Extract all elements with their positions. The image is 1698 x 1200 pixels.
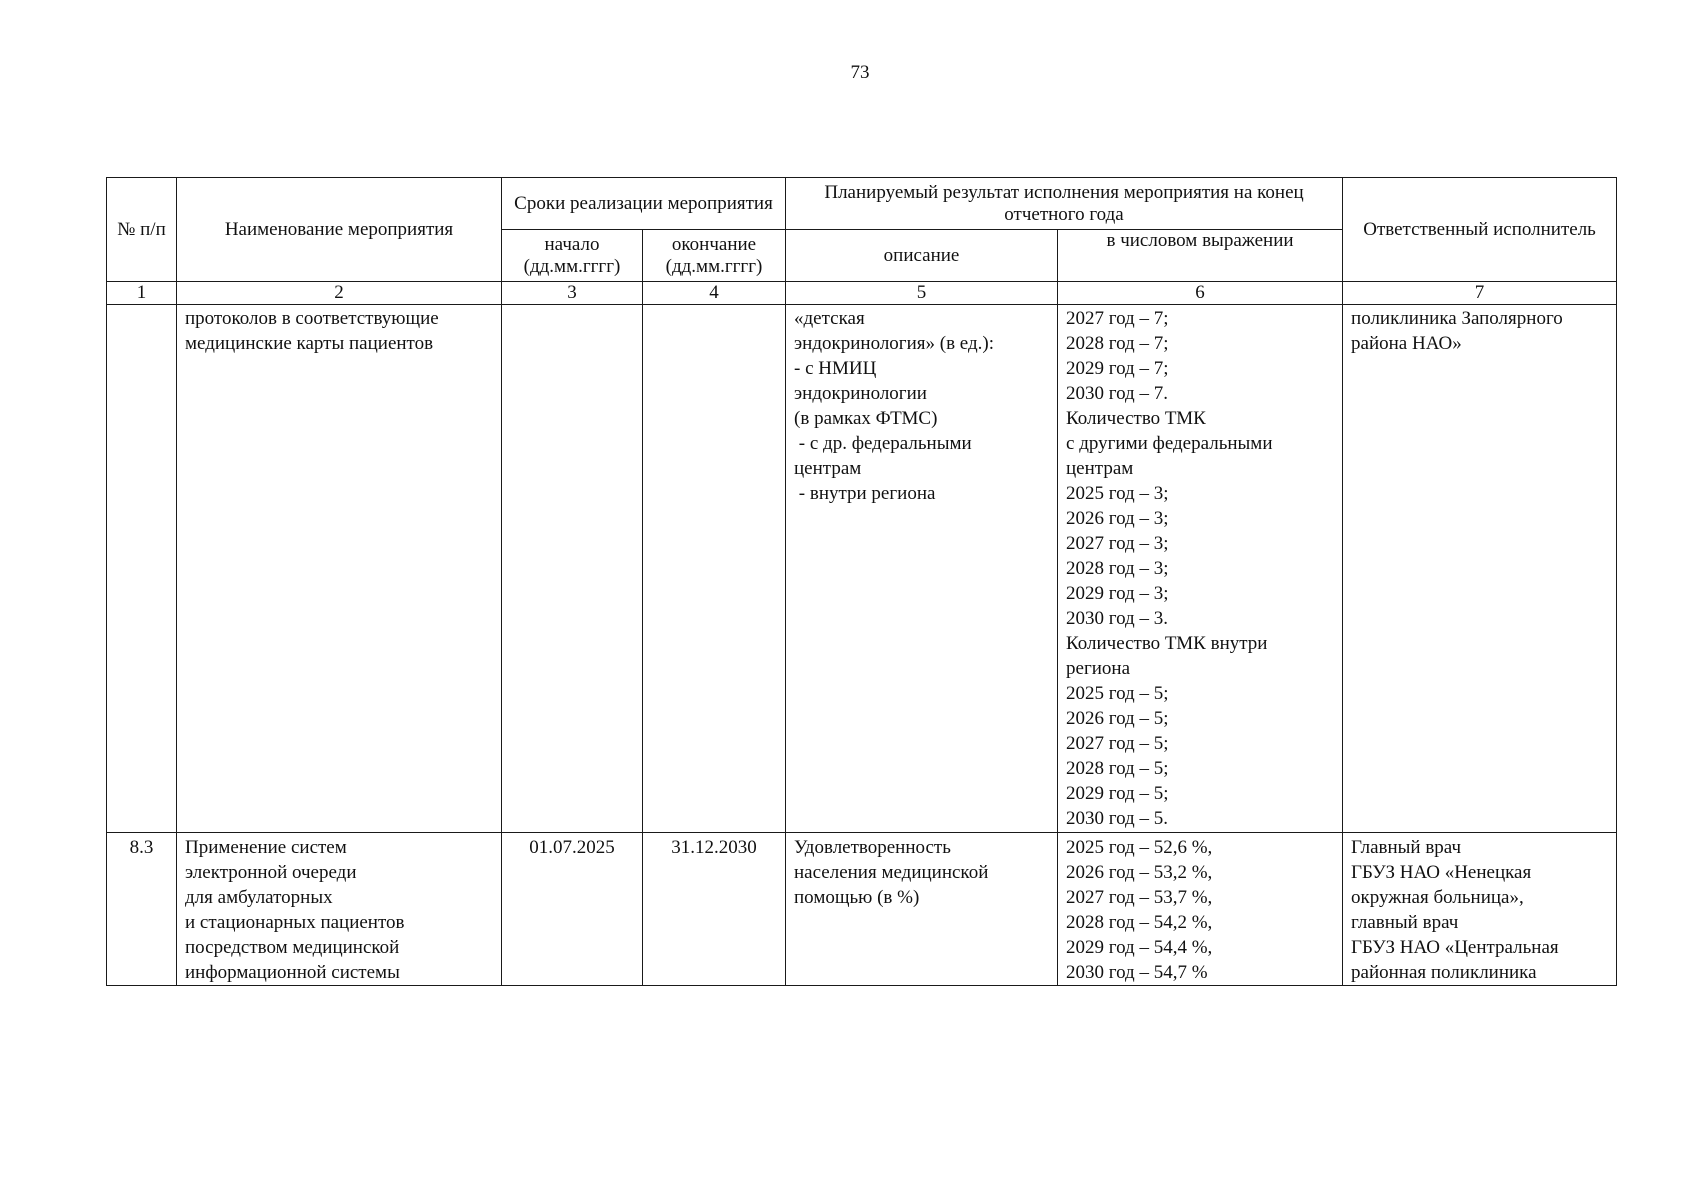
text-line: - с др. федеральными	[794, 433, 972, 454]
text-line: 2029 год – 3;	[1066, 583, 1169, 604]
text-line: 2027 год – 53,7 %,	[1066, 887, 1213, 908]
text-line: поликлиника Заполярного	[1351, 308, 1563, 329]
row-numeric	[1058, 833, 1343, 986]
text-line: 2030 год – 7.	[1066, 383, 1168, 404]
text-line: ГБУЗ НАО «Центральная	[1351, 937, 1559, 958]
table-row	[107, 305, 1617, 833]
column-number: 1	[107, 282, 177, 305]
text-line: 2026 год – 5;	[1066, 708, 1169, 729]
header-num: № п/п	[107, 178, 177, 282]
row-name	[177, 833, 502, 986]
text-line: 2025 год – 3;	[1066, 483, 1169, 504]
text-line: ГБУЗ НАО «Ненецкая	[1351, 862, 1532, 883]
row-responsible	[1343, 305, 1617, 833]
text-line: 2028 год – 3;	[1066, 558, 1169, 579]
header-result-group: Планируемый результат исполнения мероприятия на конец отчетного года	[786, 178, 1343, 230]
text-line: населения медицинской	[794, 862, 989, 883]
text-line: посредством медицинской	[185, 937, 400, 958]
text-line: Количество ТМК	[1066, 408, 1206, 429]
table-row	[107, 833, 1617, 986]
text-line: Удовлетворенность	[794, 837, 951, 858]
row-start	[502, 305, 643, 833]
text-line: - внутри региона	[794, 483, 936, 504]
text-line: 2029 год – 54,4 %,	[1066, 937, 1213, 958]
row-description	[786, 305, 1058, 833]
text-line: окружная больница»,	[1351, 887, 1524, 908]
text-line: (в рамках ФТМС)	[794, 408, 938, 429]
text-line: медицинские карты пациентов	[185, 333, 434, 354]
text-line: районная поликлиника	[1351, 962, 1537, 983]
text-line: 2028 год – 7;	[1066, 333, 1169, 354]
header-start: начало (дд.мм.гггг)	[502, 230, 643, 282]
row-num	[107, 305, 177, 833]
header-end: окончание (дд.мм.гггг)	[643, 230, 786, 282]
text-line: 2029 год – 7;	[1066, 358, 1169, 379]
text-line: эндокринология» (в ед.):	[794, 333, 995, 354]
text-line: 2025 год – 5;	[1066, 683, 1169, 704]
text-line: эндокринологии	[794, 383, 927, 404]
row-end: 31.12.2030	[643, 833, 786, 986]
row-start: 01.07.2025	[502, 833, 643, 986]
text-line: 2027 год – 7;	[1066, 308, 1169, 329]
text-line: - с НМИЦ	[794, 358, 877, 379]
text-line: региона	[1066, 658, 1131, 679]
text-line: помощью (в %)	[794, 887, 920, 908]
text-line: 2030 год – 5.	[1066, 808, 1168, 829]
text-line: для амбулаторных	[185, 887, 333, 908]
header-responsible: Ответственный исполнитель	[1343, 178, 1617, 282]
text-line: Количество ТМК внутри	[1066, 633, 1268, 654]
row-responsible	[1343, 833, 1617, 986]
text-line: 2026 год – 3;	[1066, 508, 1169, 529]
column-number: 3	[502, 282, 643, 305]
column-number: 7	[1343, 282, 1617, 305]
text-line: главный врач	[1351, 912, 1459, 933]
text-line: электронной очереди	[185, 862, 357, 883]
text-line: «детская	[794, 308, 865, 329]
column-number: 2	[177, 282, 502, 305]
text-line: и стационарных пациентов	[185, 912, 405, 933]
text-line: 2030 год – 3.	[1066, 608, 1168, 629]
text-line: центрам	[794, 458, 862, 479]
header-description: описание	[786, 230, 1058, 282]
text-line: Главный врач	[1351, 837, 1462, 858]
text-line: 2027 год – 3;	[1066, 533, 1169, 554]
row-num: 8.3	[107, 833, 177, 986]
text-line: района НАО»	[1351, 333, 1462, 354]
text-line: информационной системы	[185, 962, 400, 983]
row-name	[177, 305, 502, 833]
text-line: протоколов в соответствующие	[185, 308, 439, 329]
column-number: 6	[1058, 282, 1343, 305]
text-line: 2026 год – 53,2 %,	[1066, 862, 1213, 883]
header-timing-group: Сроки реализации мероприятия	[502, 178, 786, 230]
row-description	[786, 833, 1058, 986]
row-numeric	[1058, 305, 1343, 833]
page-number: 73	[850, 62, 870, 83]
header-numeric: в числовом выражении	[1058, 230, 1343, 282]
column-number: 4	[643, 282, 786, 305]
activities-table	[106, 177, 1617, 986]
text-line: центрам	[1066, 458, 1134, 479]
column-number: 5	[786, 282, 1058, 305]
column-numbers-row	[107, 282, 1617, 305]
text-line: 2025 год – 52,6 %,	[1066, 837, 1213, 858]
text-line: 2027 год – 5;	[1066, 733, 1169, 754]
header-name: Наименование мероприятия	[177, 178, 502, 282]
text-line: 2028 год – 54,2 %,	[1066, 912, 1213, 933]
text-line: с другими федеральными	[1066, 433, 1273, 454]
text-line: 2030 год – 54,7 %	[1066, 962, 1208, 983]
text-line: 2029 год – 5;	[1066, 783, 1169, 804]
row-end	[643, 305, 786, 833]
text-line: 2028 год – 5;	[1066, 758, 1169, 779]
text-line: Применение систем	[185, 837, 347, 858]
